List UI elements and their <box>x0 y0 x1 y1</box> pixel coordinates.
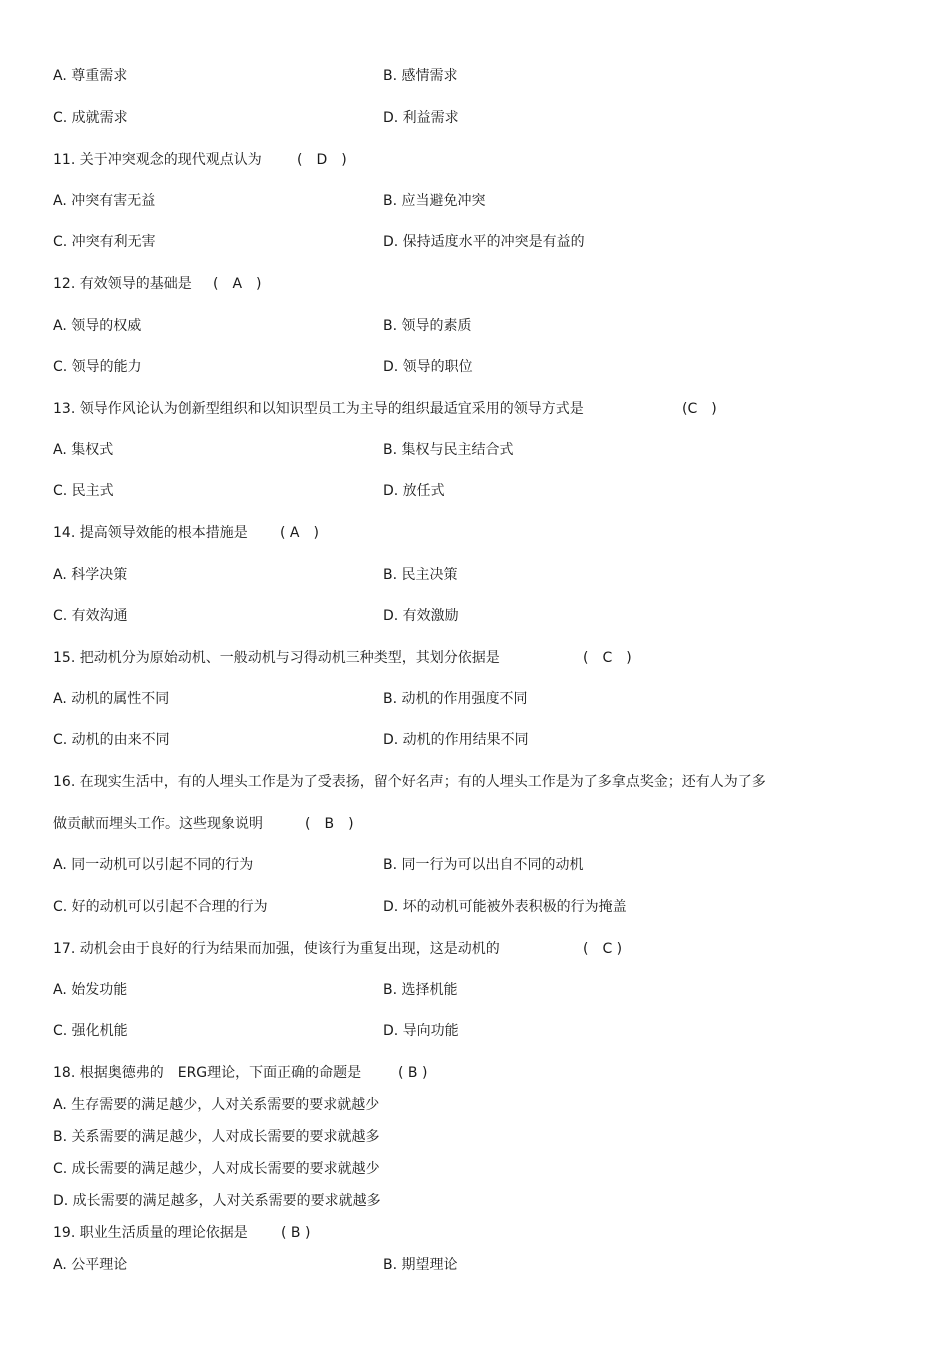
q11-option-b: B. 应当避免冲突 <box>383 193 486 209</box>
q17-option-a: A. 始发功能 <box>53 982 128 998</box>
q16-option-c: C. 好的动机可以引起不合理的行为 <box>53 899 268 915</box>
q17-answer: ( C ) <box>583 941 623 957</box>
q16-stem-line2: 做贡献而埋头工作。这些现象说明 <box>53 816 263 832</box>
q15-option-c: C. 动机的由来不同 <box>53 732 170 748</box>
q15-option-a: A. 动机的属性不同 <box>53 691 170 707</box>
q11-option-d: D. 保持适度水平的冲突是有益的 <box>383 234 585 250</box>
q12-option-a: A. 领导的权威 <box>53 318 142 334</box>
q14-option-b: B. 民主决策 <box>383 567 458 583</box>
q19-option-a: A. 公平理论 <box>53 1257 128 1273</box>
q14-stem: 14. 提高领导效能的根本措施是 <box>53 525 248 541</box>
q17-option-d: D. 导向功能 <box>383 1023 459 1039</box>
q11-stem: 11. 关于冲突观念的现代观点认为 <box>53 152 262 168</box>
q17-option-b: B. 选择机能 <box>383 982 458 998</box>
q18-option-c: C. 成长需要的满足越少，人对成长需要的要求就越少 <box>53 1161 380 1177</box>
q13-option-b: B. 集权与民主结合式 <box>383 442 514 458</box>
q18-option-b: B. 关系需要的满足越少，人对成长需要的要求就越多 <box>53 1129 380 1145</box>
q16-option-b: B. 同一行为可以出自不同的动机 <box>383 857 584 873</box>
q13-option-c: C. 民主式 <box>53 483 114 499</box>
q13-answer: (C ) <box>682 401 717 417</box>
q12-stem: 12. 有效领导的基础是 <box>53 276 192 292</box>
q17-stem: 17. 动机会由于良好的行为结果而加强，使该行为重复出现，这是动机的 <box>53 941 500 957</box>
q16-option-d: D. 坏的动机可能被外表积极的行为掩盖 <box>383 899 627 915</box>
q18-stem <box>53 1064 361 1082</box>
q15-option-b: B. 动机的作用强度不同 <box>383 691 528 707</box>
q19-option-b: B. 期望理论 <box>383 1257 458 1273</box>
q16-answer: ( B ) <box>305 816 354 832</box>
q18-option-a: A. 生存需要的满足越少，人对关系需要的要求就越少 <box>53 1097 380 1113</box>
q16-option-a: A. 同一动机可以引起不同的行为 <box>53 857 254 873</box>
q14-option-c: C. 有效沟通 <box>53 608 128 624</box>
q11-option-c: C. 冲突有利无害 <box>53 234 156 250</box>
q18-stem-suffix: 理论，下面正确的命题是 <box>207 1065 362 1081</box>
q13-option-a: A. 集权式 <box>53 442 114 458</box>
q10-option-d: D. 利益需求 <box>383 110 459 126</box>
q13-option-d: D. 放任式 <box>383 483 445 499</box>
q12-option-d: D. 领导的职位 <box>383 359 473 375</box>
q14-answer: ( A ) <box>280 525 319 541</box>
q14-option-a: A. 科学决策 <box>53 567 128 583</box>
q10-option-b: B. 感情需求 <box>383 68 458 84</box>
q11-option-a: A. 冲突有害无益 <box>53 193 156 209</box>
q15-option-d: D. 动机的作用结果不同 <box>383 732 529 748</box>
q18-answer: ( B ) <box>398 1065 428 1081</box>
q19-answer: ( B ) <box>281 1225 311 1241</box>
q16-stem-line1: 16. 在现实生活中，有的人埋头工作是为了受表扬，留个好名声；有的人埋头工作是为了多拿点奖金；还有人为了多 <box>53 774 766 790</box>
q17-option-c: C. 强化机能 <box>53 1023 128 1039</box>
q12-option-c: C. 领导的能力 <box>53 359 142 375</box>
q18-stem-prefix: 18. 根据奥德弗的 <box>53 1065 164 1081</box>
q15-answer: ( C ) <box>583 650 632 666</box>
q19-stem: 19. 职业生活质量的理论依据是 <box>53 1225 248 1241</box>
q12-option-b: B. 领导的素质 <box>383 318 472 334</box>
q11-answer: ( D ) <box>297 152 347 168</box>
q18-option-d: D. 成长需要的满足越多，人对关系需要的要求就越多 <box>53 1193 381 1209</box>
q10-option-c: C. 成就需求 <box>53 110 128 126</box>
q10-option-a: A. 尊重需求 <box>53 68 128 84</box>
q12-answer: ( A ) <box>213 276 262 292</box>
q15-stem: 15. 把动机分为原始动机、一般动机与习得动机三种类型，其划分依据是 <box>53 650 500 666</box>
q14-option-d: D. 有效激励 <box>383 608 459 624</box>
q18-stem-erg: ERG <box>177 1065 208 1081</box>
q13-stem: 13. 领导作风论认为创新型组织和以知识型员工为主导的组织最适宜采用的领导方式是 <box>53 401 584 417</box>
